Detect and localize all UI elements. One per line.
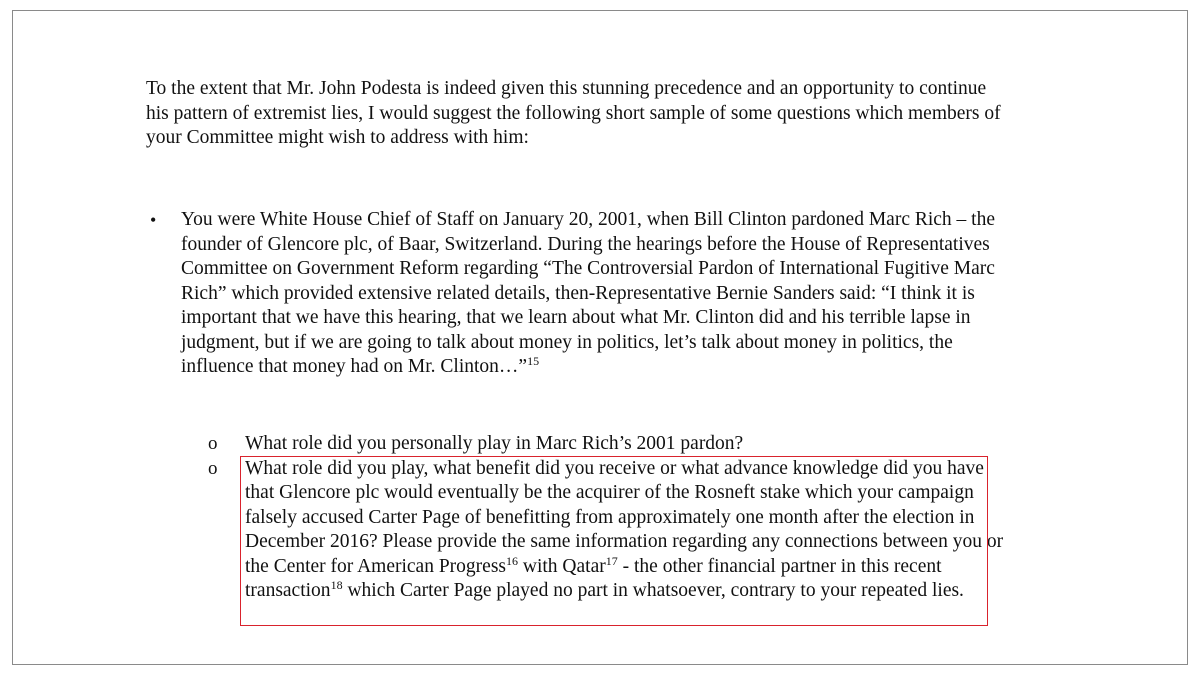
sub-question-2-part-4: which Carter Page played no part in whatsoever, contrary to your repeated lies. xyxy=(342,580,964,601)
sub-question-2-part-2: with Qatar xyxy=(518,555,606,577)
footnote-17: 17 xyxy=(605,553,618,568)
sub-question-2-part-3: - the other financial partner in this recent transaction xyxy=(245,555,942,601)
footnote-15: 15 xyxy=(527,354,540,368)
sub-question-list xyxy=(208,432,1008,604)
document-page xyxy=(12,10,1188,665)
bullet-marker: • xyxy=(150,210,157,230)
bullet-paragraph xyxy=(181,208,1011,380)
footnote-16: 16 xyxy=(506,553,519,568)
sub-question-2-text xyxy=(245,457,1008,604)
sub-question-item-2 xyxy=(208,457,1008,604)
bullet-text: You were White House Chief of Staff on January 20, 2001, when Bill Clinton pardoned Marc Rich – the founder of Glencore plc, of Baar, Switzerland. During the hearings before the House of Representatives Committee on Government Reform regarding “The Controversial Pardon of International Fugitive Marc Rich” which provided extensive related details, then-Representative Bernie Sanders said: “I think it is important that we have this hearing, that we learn about what Mr. Clinton did and his terrible lapse in judgment, but if we are going to talk about money in politics, let’s talk about money in politics, the influence that money had on Mr. Clinton…” xyxy=(181,209,996,377)
sub-question-1-text: What role did you personally play in Marc Rich’s 2001 pardon? xyxy=(245,433,744,454)
sub-marker-1: o xyxy=(208,433,218,454)
footnote-18: 18 xyxy=(330,578,343,592)
sub-marker-2: o xyxy=(208,457,218,479)
sub-question-2-part-1: What role did you play, what benefit did you receive or what advance knowledge did you have that Glencore plc would eventually be the acquirer of the Rosneft stake which your campaign falsely accused Carter Page of benefitting from approximately one month after the election in December 2016? Please provide the same information regarding any connections between you or the Center for American Progress xyxy=(245,457,1004,577)
sub-question-item-1 xyxy=(208,432,1008,457)
intro-paragraph: To the extent that Mr. John Podesta is indeed given this stunning precedence and an opportunity to continue his pattern of extremist lies, I would suggest the following short sample of some questions which members of your Committee might wish to address with him: xyxy=(146,78,1001,148)
